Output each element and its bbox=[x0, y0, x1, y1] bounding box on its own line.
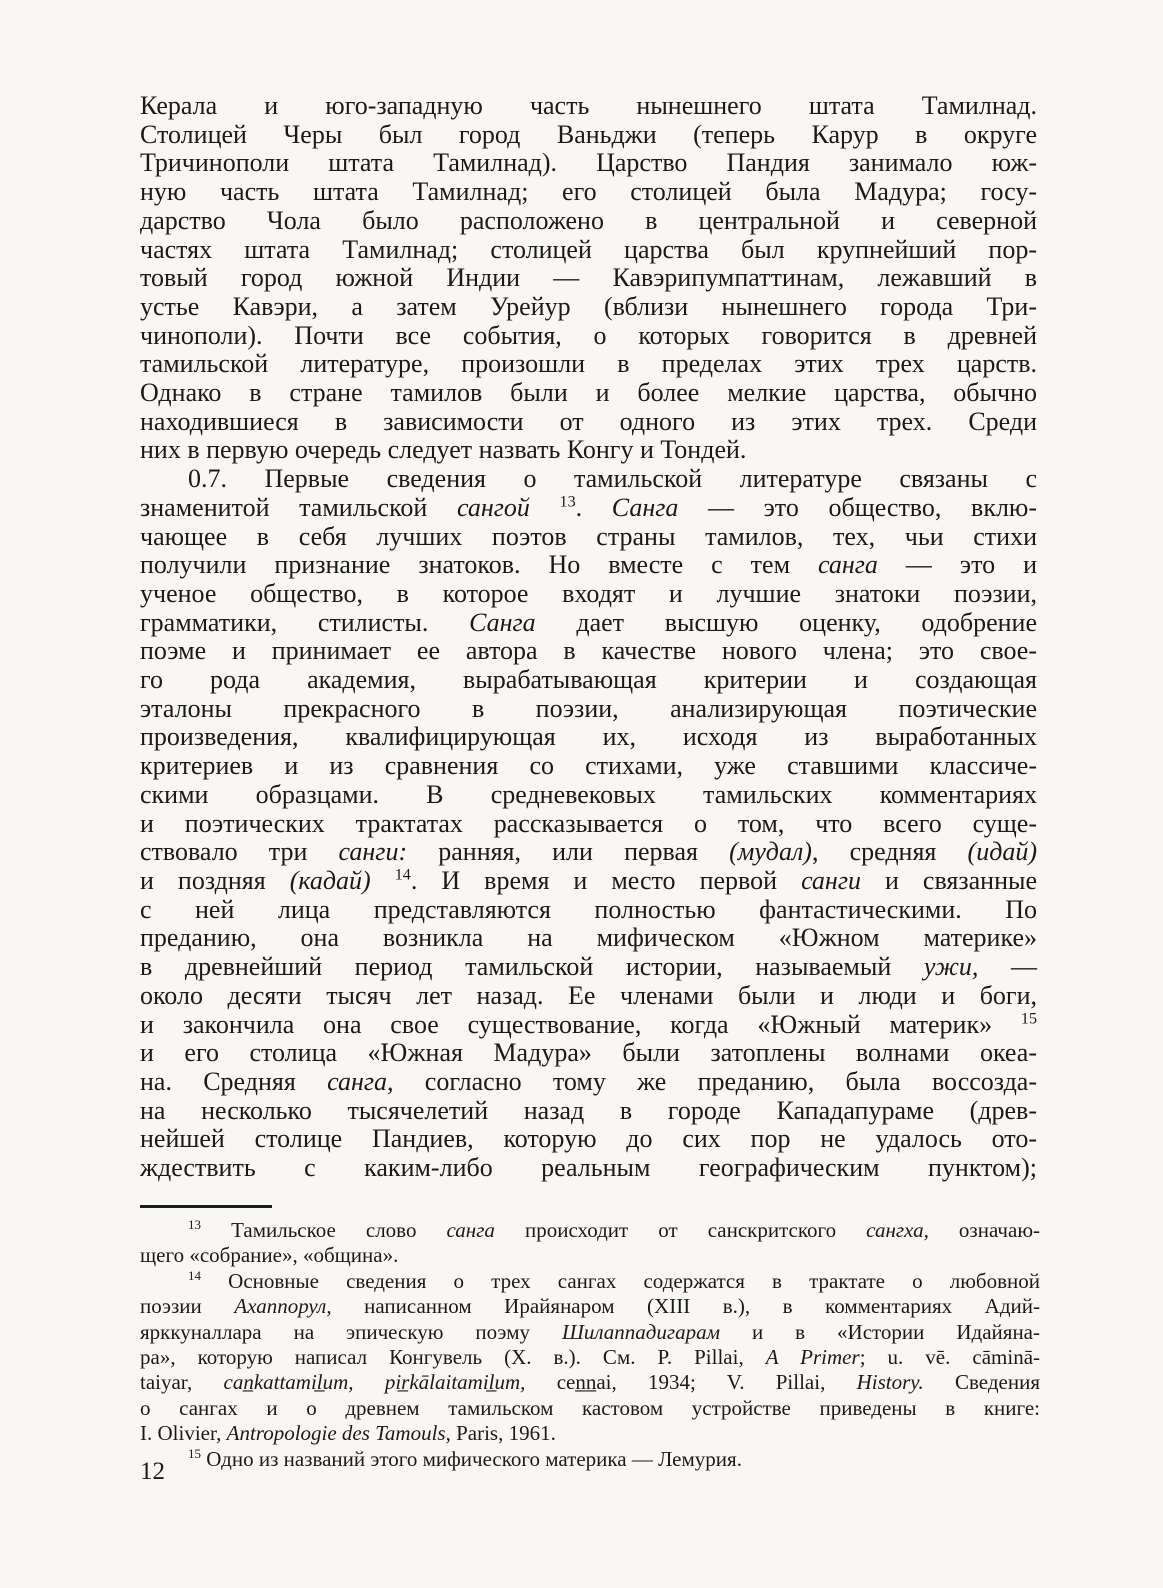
footnote-reference: 13 bbox=[559, 493, 576, 511]
footnote-separator-rule bbox=[140, 1205, 272, 1208]
footnote-14 bbox=[140, 1269, 1040, 1447]
text-line: чающее в себя лучших поэтов страны тамилов, тех, чьи стихи bbox=[140, 521, 1037, 551]
text-line: около десяти тысяч лет назад. Ее членами были и люди и боги, bbox=[140, 980, 1037, 1010]
text-line: знаменитой тамильской сангой $^{13}$. Санга — это общество, вклю- bbox=[140, 492, 1038, 522]
text-line: находившиеся в зависимости от одного из этих трех. Среди bbox=[140, 406, 1037, 436]
text-line: Столицей Черы был город Ваньджи (теперь Карур в округе bbox=[140, 119, 1037, 149]
text-line: частях штата Тамилнад; столицей царства был крупнейший пор- bbox=[140, 234, 1037, 264]
text-line: на несколько тысячелетий назад в городе Кападапураме (древ- bbox=[140, 1095, 1037, 1125]
text-line: Однако в стране тамилов были и более мелкие царства, обычно bbox=[140, 378, 1037, 408]
text-line: дарство Чола было расположено в центральной и северной bbox=[140, 205, 1037, 235]
text-line: Керала и юго-западную часть нынешнего штата Тамилнад. bbox=[140, 91, 1037, 120]
text-line: $^{14}$ Основные сведения о трех сангах содержатся в трактате о любовной bbox=[188, 1267, 1040, 1293]
text-line: ра», которую написал Конгувель (X. в.). См. P. Pillai, A Primer; u. vē. cāminā- bbox=[140, 1345, 1041, 1370]
footnote-reference: 15 bbox=[1020, 1009, 1037, 1027]
text-line: грамматики, стилисты. Санга дает высшую оценку, одобрение bbox=[140, 607, 1038, 637]
text-line: товый город южной Индии — Кавэрипумпаттинам, лежавший в bbox=[140, 263, 1037, 293]
text-line: ярккуналлара на эпическую поэму Шилаппадигарам и в «Истории Идайяна- bbox=[140, 1319, 1040, 1344]
paragraph-2 bbox=[140, 465, 1037, 1183]
text-line: о сангах и о древнем тамильском кастовом устройстве приведены в книге: bbox=[140, 1395, 1040, 1420]
text-line: получили признание знатоков. Но вместе с тем санга — это и bbox=[140, 550, 1037, 580]
text-line: критериев и из сравнения со стихами, уже ставшими классиче- bbox=[140, 751, 1037, 781]
page-number: 12 bbox=[140, 1458, 165, 1485]
text-line: преданию, она возникла на мифическом «Южном материке» bbox=[140, 923, 1037, 953]
text-line: ждествить с каким-либо реальным географическим пунктом); bbox=[140, 1153, 1037, 1183]
text-line: 0.7. Первые сведения о тамильской литературе связаны с bbox=[188, 464, 1037, 494]
text-line: и поэтических трактатах рассказывается о том, что всего суще- bbox=[140, 808, 1037, 838]
body-text bbox=[140, 92, 1037, 1183]
text-line: Тричинополи штата Тамилнад). Царство Пандия занимало юж- bbox=[140, 148, 1037, 178]
text-line: щего «собрание», «община». bbox=[140, 1243, 399, 1268]
text-line: них в первую очередь следует назвать Конгу и Тондей. bbox=[140, 435, 747, 465]
text-line: в древнейший период тамильской истории, называемый ужи, — bbox=[140, 952, 1037, 982]
footnote-reference: 14 bbox=[188, 1267, 202, 1283]
text-line: произведения, квалифицирующая их, исходя из выработанных bbox=[140, 722, 1037, 752]
text-line: и поздняя (кадай) $^{14}$. И время и место первой санги и связанные bbox=[140, 865, 1038, 895]
text-line: нейшей столице Пандиев, которую до сих пор не удалось ото- bbox=[140, 1124, 1037, 1154]
text-line: с ней лица представляются полностью фантастическими. По bbox=[140, 894, 1037, 924]
text-line: поэзии Ахаппорул, написанном Ирайянаром (XIII в.), в комментариях Адий- bbox=[140, 1294, 1041, 1319]
text-line: поэме и принимает ее автора в качестве нового члена; это свое- bbox=[140, 636, 1037, 666]
text-line: эталоны прекрасного в поэзии, анализирующая поэтические bbox=[140, 693, 1037, 723]
text-line: на. Средняя санга, согласно тому же преданию, была воссозда- bbox=[140, 1066, 1037, 1096]
text-line: $^{15}$ Одно из названий этого мифического материка — Лемурия. bbox=[188, 1445, 742, 1471]
paragraph-1 bbox=[140, 92, 1037, 465]
text-line: устье Кавэри, а затем Урейур (вблизи нынешнего города Три- bbox=[140, 291, 1037, 321]
footnote-13 bbox=[140, 1218, 1040, 1269]
text-line: чинополи). Почти все события, о которых говорится в древней bbox=[140, 320, 1037, 350]
text-line: ную часть штата Тамилнад; его столицей была Мадура; госу- bbox=[140, 177, 1037, 207]
text-line: I. Olivier, Antropologie des Tamouls, Paris, 1961. bbox=[140, 1421, 556, 1446]
text-line: taiyar, can̲kattamil̲um, pir̲kālaitamil̲um, cen̲n̲ai, 1934; V. Pillai, History. Сведения bbox=[140, 1370, 1040, 1395]
footnote-reference: 13 bbox=[188, 1217, 202, 1232]
text-line: и его столица «Южная Мадура» были затоплены волнами океа- bbox=[140, 1038, 1037, 1068]
footnote-reference: 14 bbox=[394, 866, 411, 884]
text-line: ствовало три санги: ранняя, или первая (мудал), средняя (идай) bbox=[140, 837, 1037, 867]
text-line: ученое общество, в которое входят и лучшие знатоки поэзии, bbox=[140, 578, 1037, 608]
text-line: и закончила она свое существование, когда «Южный материк» $^{15}$ bbox=[140, 1009, 1037, 1039]
text-line: го рода академия, вырабатывающая критерии и создающая bbox=[140, 665, 1037, 695]
footnote-15 bbox=[140, 1447, 1040, 1472]
text-line: скими образцами. В средневековых тамильских комментариях bbox=[140, 779, 1037, 809]
footnotes-section bbox=[140, 1218, 1040, 1472]
text-line: тамильской литературе, произошли в пределах этих трех царств. bbox=[140, 349, 1037, 379]
footnote-reference: 15 bbox=[188, 1445, 202, 1461]
text-line: $^{13}$ Тамильское слово санга происходит от санскритского сангха, означаю- bbox=[188, 1217, 1040, 1242]
